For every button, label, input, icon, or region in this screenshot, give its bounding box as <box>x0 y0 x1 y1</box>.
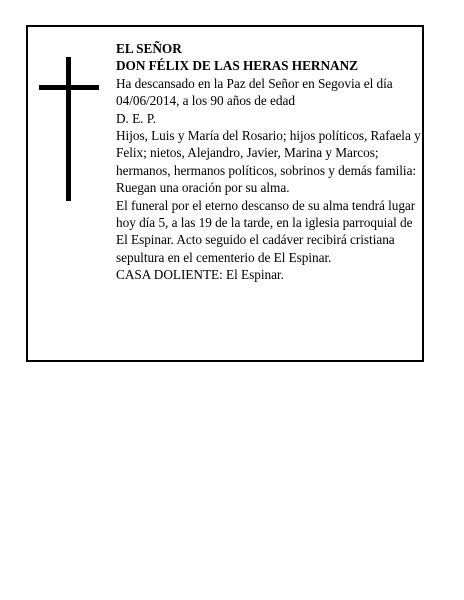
obituary-text <box>116 40 422 284</box>
rip-text: D. E. P. <box>116 110 156 126</box>
family-list: Hijos, Luis y María del Rosario; hijos políticos, Rafaela y Felix; nietos, Alejandro, Javier, Marina y Marcos; hermanos, hermanos políticos, sobrinos y demás familia: <box>116 128 421 178</box>
cross-icon-bar <box>39 85 99 90</box>
prayer-request: Ruegan una oración por su alma. <box>116 180 290 196</box>
death-info: Ha descansado en la Paz del Señor en Segovia el día 04/06/2014, a los 90 años de edad <box>116 75 393 109</box>
cross-icon <box>66 57 71 201</box>
mourning-house: CASA DOLIENTE: El Espinar. <box>116 267 284 283</box>
obituary-notice <box>26 25 424 362</box>
funeral-details: El funeral por el eterno descanso de su alma tendrá lugar hoy día 5, a las 19 de la tarde, en la iglesia parroquial de El Espinar. Acto seguido el cadáver recibirá cristiana sepultura en el cementerio de El Espinar. <box>116 197 416 265</box>
obituary-title: EL SEÑOR <box>116 41 182 56</box>
deceased-name: DON FÉLIX DE LAS HERAS HERNANZ <box>116 58 358 74</box>
